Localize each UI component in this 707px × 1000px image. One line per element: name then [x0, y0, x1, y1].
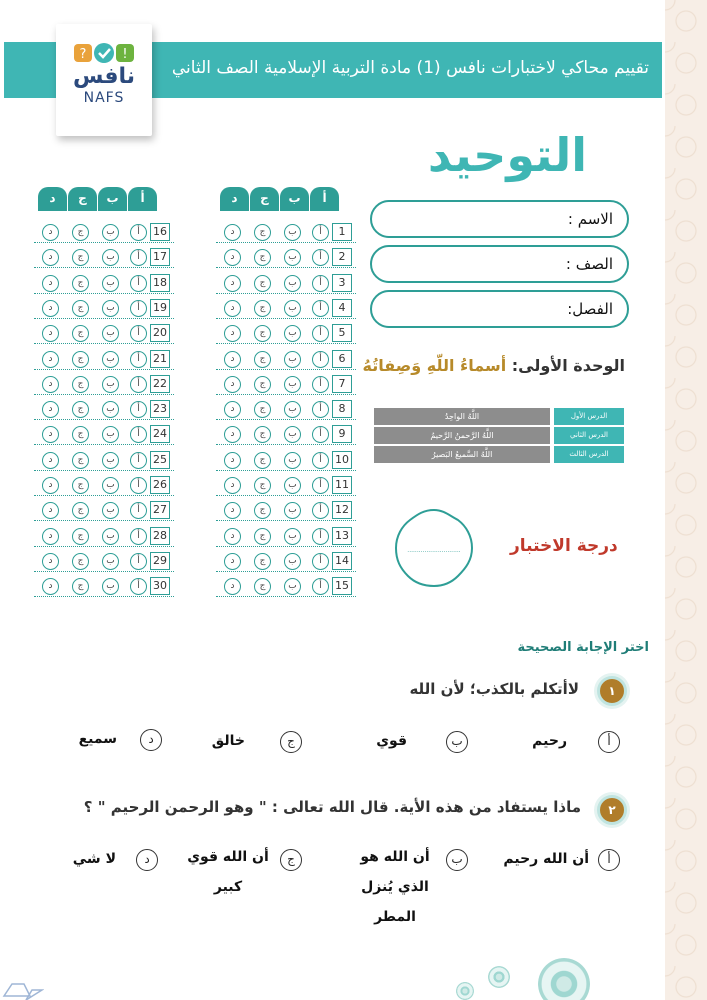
answer-bubble[interactable]: ج — [254, 426, 271, 443]
answer-bubble[interactable]: أ — [312, 351, 329, 368]
class-field-label: الفصل: — [567, 300, 613, 318]
answer-bubble[interactable]: د — [224, 452, 241, 469]
lesson-row — [374, 427, 624, 444]
logo-bubble-exclaim: ! — [122, 47, 128, 62]
answer-bubble[interactable]: ب — [284, 528, 301, 545]
answer-bubble[interactable]: د — [224, 300, 241, 317]
answer-bubble[interactable]: أ — [130, 401, 147, 418]
question-number: 15 — [332, 577, 352, 595]
answer-row — [216, 550, 356, 572]
answer-bubble[interactable]: ج — [72, 224, 89, 241]
q2-option-d-letter[interactable]: د — [136, 849, 158, 871]
answer-bubble[interactable]: ج — [254, 249, 271, 266]
answer-bubble[interactable]: ب — [284, 401, 301, 418]
answer-bubble[interactable]: ب — [284, 376, 301, 393]
unit-title — [363, 356, 625, 375]
answer-bubble[interactable]: ج — [72, 351, 89, 368]
answer-bubble[interactable]: أ — [312, 578, 329, 595]
answer-bubble[interactable]: ب — [102, 224, 119, 241]
answer-bubble[interactable]: ج — [72, 376, 89, 393]
grade-placeholder: ............................ — [407, 547, 461, 554]
question-number: 7 — [332, 375, 352, 393]
answer-row — [34, 449, 174, 471]
q2-option-b-letter[interactable]: ب — [446, 849, 468, 871]
question-number: 13 — [332, 527, 352, 545]
answer-row — [34, 575, 174, 597]
answer-row — [216, 423, 356, 445]
answer-bubble[interactable]: ج — [254, 578, 271, 595]
answer-bubble[interactable]: ب — [284, 452, 301, 469]
question-number: 9 — [332, 425, 352, 443]
answer-bubble[interactable]: د — [42, 578, 59, 595]
lesson-row — [374, 408, 624, 425]
q1-option-d-text[interactable]: سميع — [78, 731, 117, 747]
answer-bubble[interactable]: ج — [72, 325, 89, 342]
answer-bubble[interactable]: ب — [102, 376, 119, 393]
answer-bubble[interactable]: أ — [312, 224, 329, 241]
question-1-text: لاأتكلم بالكذب؛ لأن الله — [409, 680, 579, 698]
answer-row — [34, 272, 174, 294]
answer-bubble[interactable]: د — [224, 528, 241, 545]
answer-bubble[interactable]: ج — [72, 300, 89, 317]
answer-bubble[interactable]: ب — [102, 300, 119, 317]
question-2-text: ماذا يستفاد من هذه الأية. قال الله تعالى : " وهو الرحمن الرحيم " ؟ — [83, 798, 581, 816]
question-number: 22 — [150, 375, 170, 393]
answer-bubble[interactable]: أ — [312, 376, 329, 393]
answer-bubble[interactable]: ب — [102, 502, 119, 519]
answer-bubble[interactable]: أ — [130, 249, 147, 266]
q2-option-a-text[interactable]: أن الله رحيم — [503, 851, 589, 867]
floral-decoration-icon — [538, 958, 590, 1000]
answer-bubble[interactable]: د — [224, 351, 241, 368]
answer-bubble[interactable]: أ — [312, 553, 329, 570]
answer-bubble[interactable]: د — [42, 502, 59, 519]
nafs-logo — [56, 24, 152, 136]
question-number: 1 — [332, 223, 352, 241]
answer-bubble[interactable]: ب — [102, 401, 119, 418]
answer-bubble[interactable]: ب — [102, 325, 119, 342]
lesson-name: اللَّهُ الرَّحمنُ الرَّحيمُ — [374, 427, 550, 444]
question-number: 4 — [332, 299, 352, 317]
unit-name: أسماءُ اللّهِ وَصِفاتُهُ — [362, 356, 507, 375]
lesson-number: الدرس الثاني — [554, 427, 624, 444]
question-number: 24 — [150, 425, 170, 443]
answer-bubble[interactable]: د — [42, 300, 59, 317]
answer-bubble[interactable]: أ — [312, 452, 329, 469]
answer-bubble[interactable]: أ — [130, 275, 147, 292]
lesson-name: اللَّهُ الواحِدُ — [374, 408, 550, 425]
header-cell-j: ج — [68, 187, 97, 211]
question-number: 16 — [150, 223, 170, 241]
side-decorative-pattern — [665, 0, 707, 1000]
answer-bubble[interactable]: أ — [130, 224, 147, 241]
answer-bubble[interactable]: أ — [130, 553, 147, 570]
answer-row — [216, 499, 356, 521]
answer-row — [34, 373, 174, 395]
answer-bubble[interactable]: ج — [254, 401, 271, 418]
answer-bubble[interactable]: ج — [72, 426, 89, 443]
question-number: 14 — [332, 552, 352, 570]
answer-bubble[interactable]: ج — [72, 452, 89, 469]
question-number: 30 — [150, 577, 170, 595]
answer-bubble[interactable]: أ — [130, 351, 147, 368]
header-cell-j: ج — [250, 187, 279, 211]
answer-bubble[interactable]: ج — [254, 376, 271, 393]
answer-bubble[interactable]: ج — [254, 325, 271, 342]
q1-option-c-text[interactable]: خالق — [211, 733, 245, 749]
answer-bubble[interactable]: د — [224, 249, 241, 266]
answer-bubble[interactable]: ب — [284, 249, 301, 266]
answer-bubble[interactable]: د — [224, 477, 241, 494]
answer-bubble[interactable]: ج — [254, 553, 271, 570]
question-number: 11 — [332, 476, 352, 494]
lessons-table — [374, 408, 624, 465]
answer-bubble[interactable]: ب — [284, 553, 301, 570]
answer-bubble[interactable]: د — [224, 275, 241, 292]
answer-bubble[interactable]: ج — [254, 528, 271, 545]
lesson-row — [374, 446, 624, 463]
answer-row — [34, 398, 174, 420]
q1-option-a-text[interactable]: رحيم — [532, 733, 567, 749]
answer-bubble[interactable]: ب — [284, 325, 301, 342]
grade-label: درجة الاختبار — [510, 536, 618, 556]
header-cell-a: أ — [310, 187, 339, 211]
answer-row — [34, 474, 174, 496]
question-number: 8 — [332, 400, 352, 418]
answer-bubble[interactable]: د — [42, 249, 59, 266]
question-number: 2 — [332, 248, 352, 266]
answer-bubble[interactable]: د — [224, 553, 241, 570]
question-number: 19 — [150, 299, 170, 317]
q1-option-a-letter[interactable]: أ — [598, 731, 620, 753]
answer-bubble[interactable]: أ — [312, 528, 329, 545]
question-number: 21 — [150, 350, 170, 368]
answer-bubble[interactable]: ب — [284, 300, 301, 317]
answer-bubble[interactable]: ج — [254, 477, 271, 494]
answer-bubble[interactable]: ج — [72, 578, 89, 595]
question-number: 26 — [150, 476, 170, 494]
answer-bubble[interactable]: د — [224, 325, 241, 342]
answer-bubble[interactable]: د — [42, 477, 59, 494]
answer-row — [216, 221, 356, 243]
question-number: 10 — [332, 451, 352, 469]
grade-box-icon[interactable] — [392, 506, 476, 590]
answer-row — [34, 525, 174, 547]
answer-bubble[interactable]: أ — [130, 578, 147, 595]
answer-row — [216, 525, 356, 547]
answer-bubble[interactable]: د — [224, 502, 241, 519]
answer-row — [216, 322, 356, 344]
answer-bubble[interactable]: أ — [130, 300, 147, 317]
answer-bubble[interactable]: أ — [130, 452, 147, 469]
logo-bubble-question: ? — [79, 47, 87, 62]
lesson-name: اللَّهُ السَّميعُ البَصيرُ — [374, 446, 550, 463]
answer-row — [216, 449, 356, 471]
answer-bubble[interactable]: ب — [284, 275, 301, 292]
logo-english-text: NAFS — [83, 90, 125, 106]
name-field[interactable] — [370, 200, 629, 238]
answer-row — [216, 398, 356, 420]
q1-option-c-letter[interactable]: ج — [280, 731, 302, 753]
logo-arabic-text: نافس — [72, 64, 136, 89]
header-cell-a: أ — [128, 187, 157, 211]
answer-row — [34, 297, 174, 319]
question-number: 18 — [150, 274, 170, 292]
hexagon-decoration-icon — [0, 966, 44, 1000]
q2-option-d-text[interactable]: لا شي — [72, 851, 116, 867]
answer-bubble[interactable]: ب — [102, 452, 119, 469]
question-1-badge: ١ — [597, 676, 627, 706]
q2-option-a-letter[interactable]: أ — [598, 849, 620, 871]
answer-bubble[interactable]: ج — [254, 452, 271, 469]
answer-row — [216, 373, 356, 395]
answer-bubble[interactable]: ج — [72, 249, 89, 266]
answer-bubble[interactable]: ب — [102, 578, 119, 595]
lesson-number: الدرس الأول — [554, 408, 624, 425]
floral-decoration-icon — [456, 982, 474, 1000]
q2-option-c-text[interactable]: أن الله قوي كبير — [187, 849, 269, 895]
answer-bubble[interactable]: أ — [312, 249, 329, 266]
answer-bubble[interactable]: ب — [102, 275, 119, 292]
question-number: 25 — [150, 451, 170, 469]
header-cell-d: د — [220, 187, 249, 211]
answer-bubble[interactable]: د — [224, 426, 241, 443]
answer-bubble[interactable]: د — [224, 376, 241, 393]
answer-bubble[interactable]: د — [42, 528, 59, 545]
answer-bubble[interactable]: ج — [254, 300, 271, 317]
class-field[interactable] — [370, 290, 629, 328]
answer-bubble[interactable]: أ — [130, 502, 147, 519]
answer-bubble[interactable]: أ — [130, 325, 147, 342]
question-number: 28 — [150, 527, 170, 545]
answer-bubble[interactable]: د — [42, 351, 59, 368]
name-field-label: الاسم : — [567, 210, 613, 228]
q1-option-b-letter[interactable]: ب — [446, 731, 468, 753]
grade-field[interactable] — [370, 245, 629, 283]
answer-bubble[interactable]: ب — [284, 351, 301, 368]
answer-bubble[interactable]: د — [42, 376, 59, 393]
question-number: 27 — [150, 501, 170, 519]
answer-row — [34, 499, 174, 521]
answer-bubble[interactable]: د — [42, 224, 59, 241]
answer-bubble[interactable]: ب — [284, 426, 301, 443]
answer-bubble[interactable]: ب — [102, 426, 119, 443]
answer-bubble[interactable]: ب — [284, 502, 301, 519]
answer-bubble[interactable]: ب — [102, 528, 119, 545]
q1-option-b-text[interactable]: قوي — [376, 733, 407, 749]
answer-bubble[interactable]: ب — [102, 351, 119, 368]
question-number: 5 — [332, 324, 352, 342]
answer-row — [216, 272, 356, 294]
answer-bubble[interactable]: ب — [102, 477, 119, 494]
answer-bubble[interactable]: أ — [130, 426, 147, 443]
page-title: التوحيد — [427, 128, 587, 182]
question-number: 17 — [150, 248, 170, 266]
section-title: اختر الإجابة الصحيحة — [517, 640, 649, 655]
answer-bubble[interactable]: ب — [102, 249, 119, 266]
answer-bubble[interactable]: ج — [72, 528, 89, 545]
answer-bubble[interactable]: أ — [312, 325, 329, 342]
answer-bubble[interactable]: ج — [72, 553, 89, 570]
answer-bubble[interactable]: ج — [72, 401, 89, 418]
question-number: 12 — [332, 501, 352, 519]
answer-bubble[interactable]: ب — [102, 553, 119, 570]
answer-row — [34, 221, 174, 243]
q2-option-b-text[interactable]: أن الله هو الذي يُنزل المطر — [360, 849, 430, 925]
answer-row — [34, 423, 174, 445]
answer-bubble[interactable]: ج — [72, 502, 89, 519]
answer-bubble[interactable]: ب — [284, 578, 301, 595]
answer-bubble[interactable]: ج — [72, 275, 89, 292]
answer-row — [34, 246, 174, 268]
answer-bubble[interactable]: ب — [284, 224, 301, 241]
answer-bubble[interactable]: أ — [312, 401, 329, 418]
question-number: 3 — [332, 274, 352, 292]
answer-bubble[interactable]: أ — [312, 502, 329, 519]
question-number: 20 — [150, 324, 170, 342]
question-number: 6 — [332, 350, 352, 368]
answer-bubble[interactable]: د — [42, 426, 59, 443]
answer-bubble[interactable]: د — [42, 401, 59, 418]
answer-bubble[interactable]: د — [42, 452, 59, 469]
floral-decoration-icon — [488, 966, 510, 988]
answer-row — [216, 246, 356, 268]
answer-bubble[interactable]: د — [224, 401, 241, 418]
answer-bubble[interactable]: أ — [312, 300, 329, 317]
answer-bubble[interactable]: أ — [312, 275, 329, 292]
answer-row — [216, 474, 356, 496]
answer-bubble[interactable]: ج — [254, 351, 271, 368]
answer-bubble[interactable]: أ — [130, 528, 147, 545]
header-cell-b: ب — [280, 187, 309, 211]
header-cell-b: ب — [98, 187, 127, 211]
question-number: 29 — [150, 552, 170, 570]
lesson-number: الدرس الثالث — [554, 446, 624, 463]
answer-bubble[interactable]: ج — [254, 224, 271, 241]
answer-bubble[interactable]: ج — [254, 502, 271, 519]
answer-bubble[interactable]: د — [42, 325, 59, 342]
answer-row — [34, 550, 174, 572]
answer-bubble[interactable]: د — [224, 224, 241, 241]
answer-bubble[interactable]: ج — [72, 477, 89, 494]
answer-bubble[interactable]: أ — [130, 477, 147, 494]
header-cell-d: د — [38, 187, 67, 211]
answer-bubble[interactable]: ج — [254, 275, 271, 292]
answer-row — [216, 575, 356, 597]
answer-bubble[interactable]: أ — [312, 426, 329, 443]
q2-option-c-letter[interactable]: ج — [280, 849, 302, 871]
answer-bubble[interactable]: د — [42, 553, 59, 570]
q1-option-d-letter[interactable]: د — [140, 729, 162, 751]
question-2-badge: ٢ — [597, 795, 627, 825]
answer-bubble[interactable]: ب — [284, 477, 301, 494]
answer-bubble[interactable]: أ — [130, 376, 147, 393]
answer-row — [216, 348, 356, 370]
question-number: 23 — [150, 400, 170, 418]
answer-bubble[interactable]: أ — [312, 477, 329, 494]
answer-bubble[interactable]: د — [42, 275, 59, 292]
unit-label: الوحدة الأولى: — [511, 356, 625, 375]
answer-row — [216, 297, 356, 319]
answer-bubble[interactable]: د — [224, 578, 241, 595]
header-title: تقييم محاكي لاختبارات نافس (1) مادة التربية الإسلامية الصف الثاني — [171, 58, 649, 78]
answer-row — [34, 348, 174, 370]
answer-row — [34, 322, 174, 344]
grade-field-label: الصف : — [565, 255, 613, 273]
